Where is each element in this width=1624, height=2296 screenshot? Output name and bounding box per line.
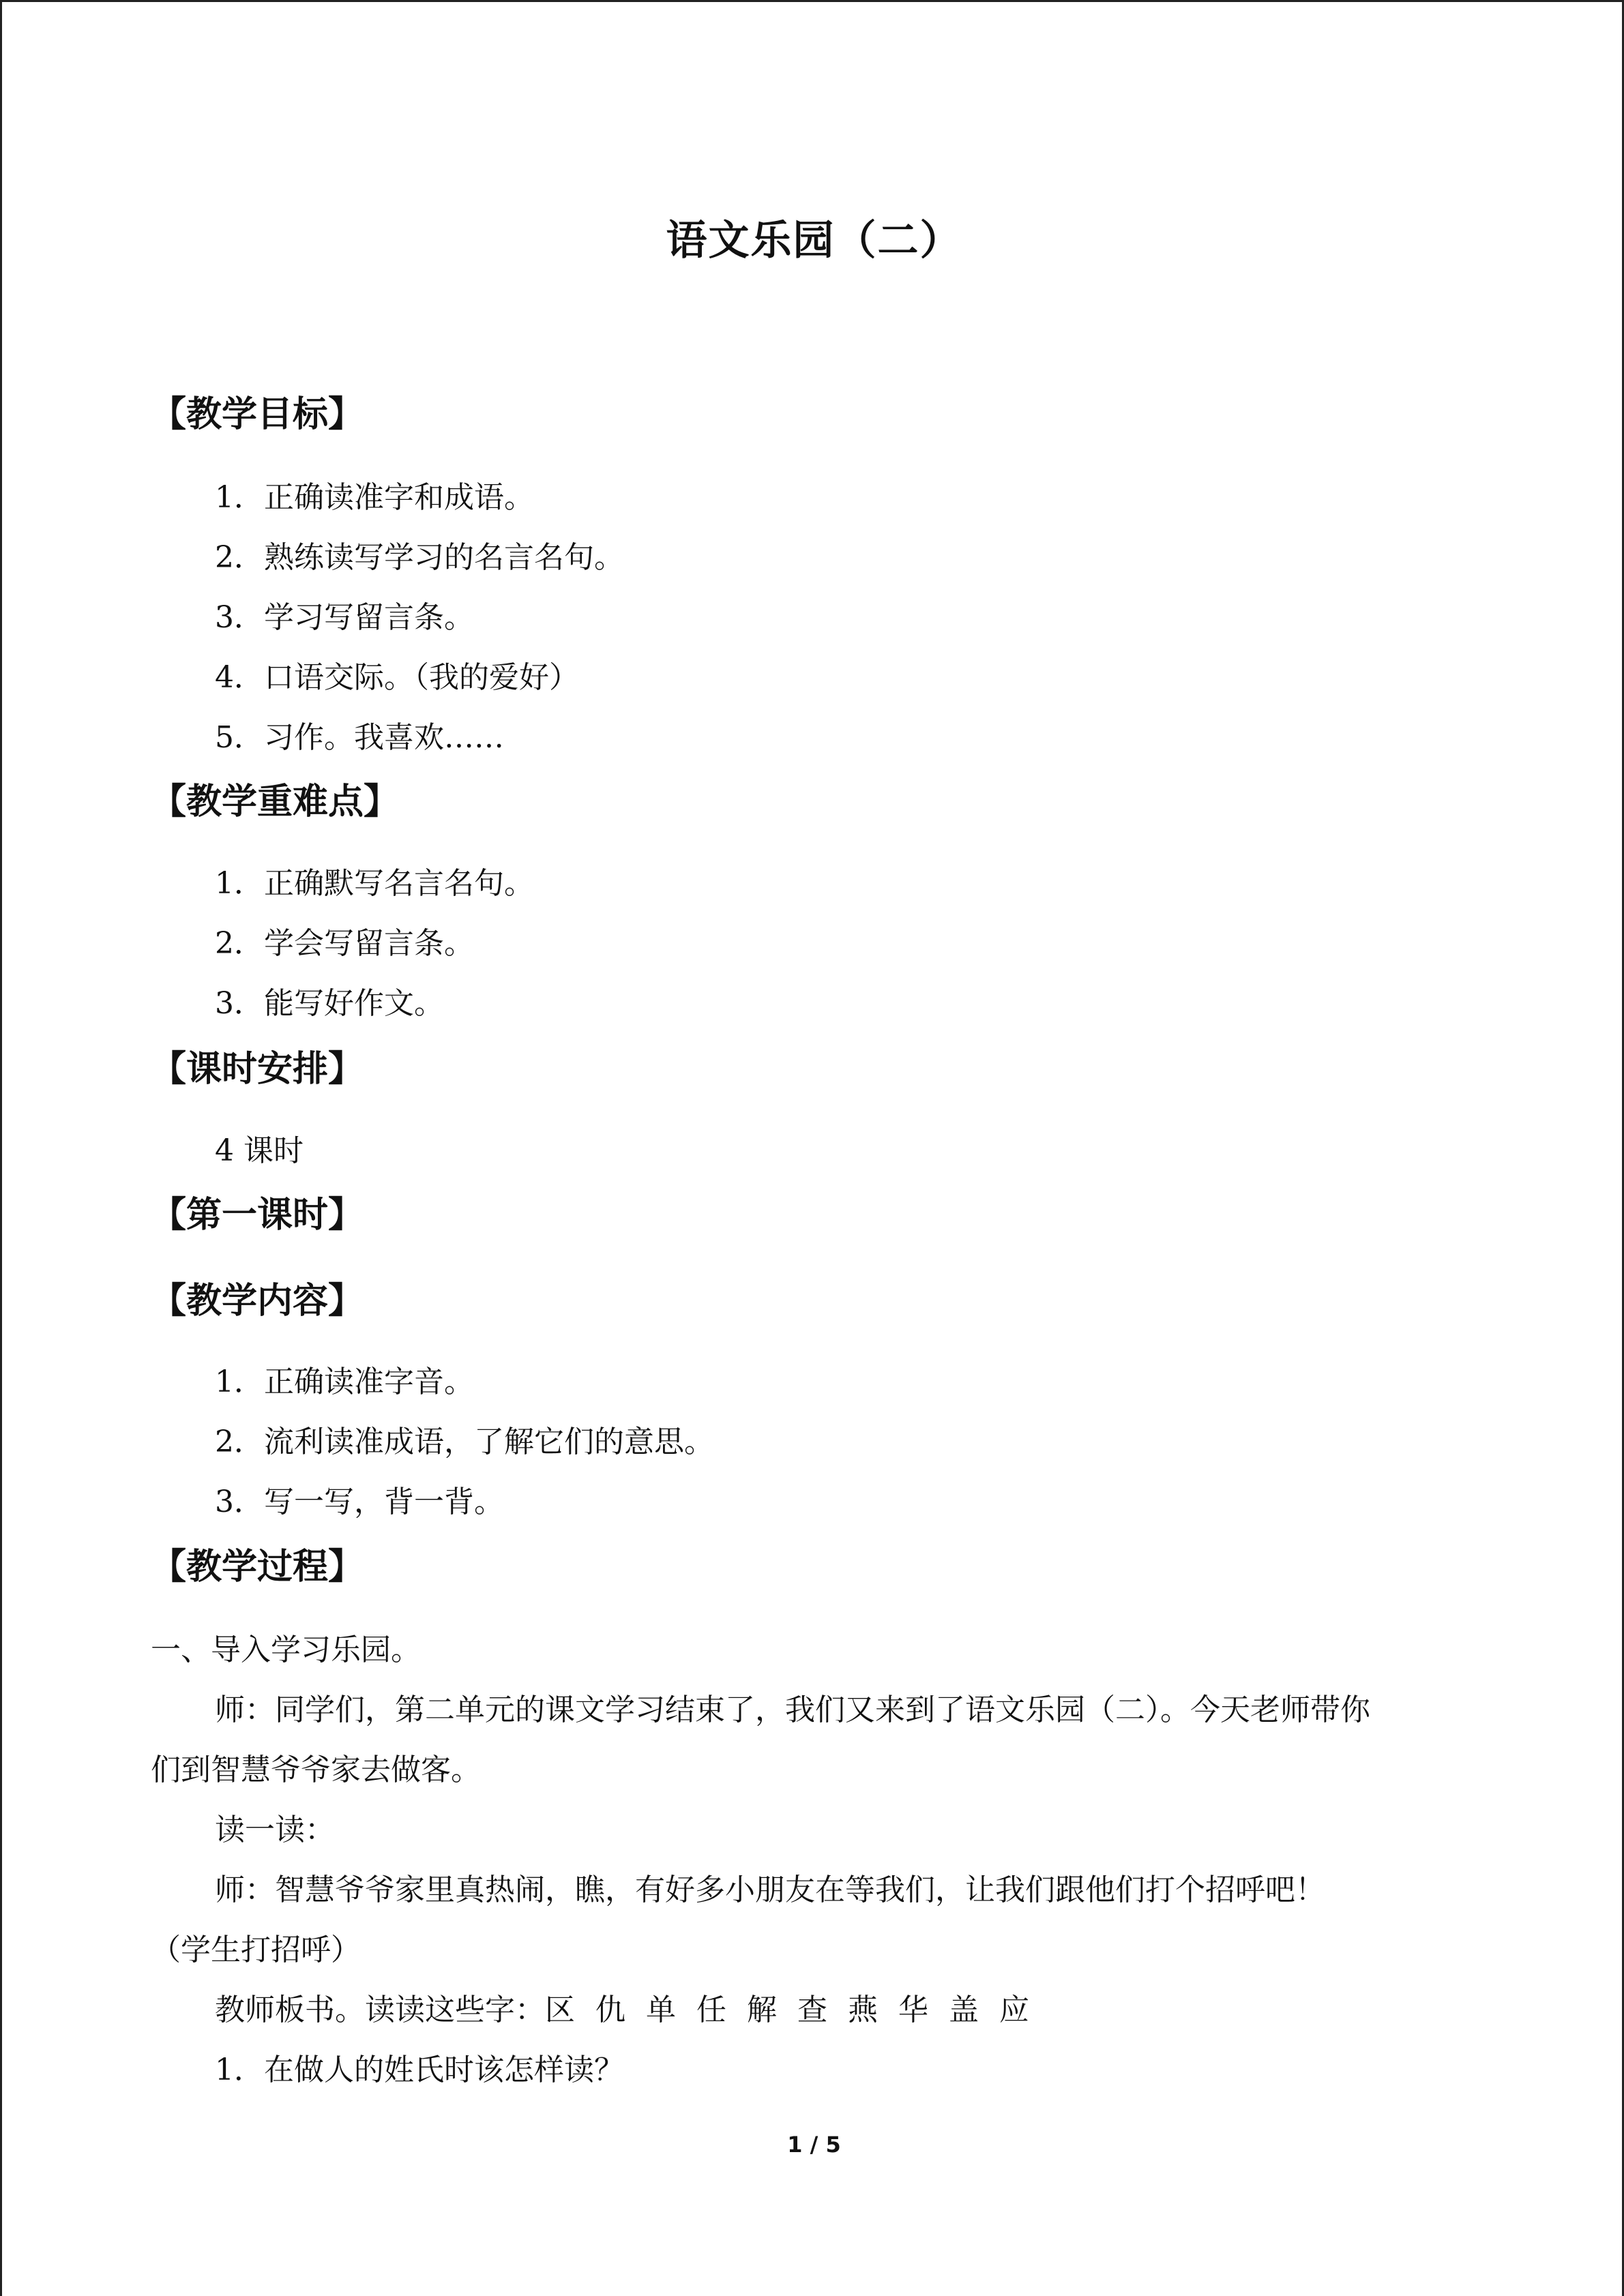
content-item-1: 1．正确读准字音。 [215,1365,474,1399]
key-point-item-1: 1．正确默写名言名句。 [215,866,534,901]
content-item-2: 2．流利读准成语，了解它们的意思。 [215,1425,714,1459]
heading-teaching-goals: 【教学目标】 [151,393,364,435]
schedule-text: 4 课时 [215,1133,304,1168]
process-read-label: 读一读： [215,1813,335,1847]
heading-schedule: 【课时安排】 [151,1048,364,1090]
process-paragraph-2-line-1: 师：智慧爷爷家里真热闹，瞧，有好多小朋友在等我们，让我们跟他们打个招呼吧！ [215,1873,1325,1907]
board-char: 燕 [848,1993,878,2027]
board-char: 华 [898,1993,928,2027]
goal-item-5: 5．习作。我喜欢…… [215,720,504,755]
heading-teaching-process: 【教学过程】 [151,1546,364,1587]
goal-item-4: 4．口语交际。（我的爱好） [215,660,579,695]
board-char: 区 [545,1993,575,2027]
process-board-writing [215,1990,1050,2031]
key-point-item-2: 2．学会写留言条。 [215,926,474,961]
process-paragraph-1-line-1: 师：同学们，第二单元的课文学习结束了，我们又来到了语文乐园（二）。今天老师带你 [215,1693,1370,1727]
process-step-1: 一、导入学习乐园。 [151,1632,421,1667]
process-question-1: 1．在做人的姓氏时该怎样读？ [215,2053,624,2087]
board-char: 单 [646,1993,676,2027]
board-char: 应 [999,1993,1029,2027]
board-char: 盖 [949,1993,979,2027]
board-char: 查 [797,1993,827,2027]
board-char: 解 [747,1993,777,2027]
process-paragraph-2-line-2: （学生打招呼） [151,1933,361,1967]
goal-item-3: 3．学习写留言条。 [215,600,474,635]
board-char: 仇 [595,1993,625,2027]
goal-item-1: 1．正确读准字和成语。 [215,480,534,515]
heading-key-points: 【教学重难点】 [151,781,400,822]
goal-item-2: 2．熟练读写学习的名言名句。 [215,540,624,575]
page-number: 1 / 5 [787,2132,841,2158]
board-char: 任 [696,1993,726,2027]
board-prefix: 教师板书。读读这些字： [215,1993,545,2027]
content-item-3: 3．写一写，背一背。 [215,1485,504,1519]
key-point-item-3: 3．能写好作文。 [215,986,444,1021]
process-paragraph-1-line-2: 们到智慧爷爷家去做客。 [151,1753,481,1787]
page-title: 语文乐园（二） [666,217,962,265]
heading-teaching-content: 【教学内容】 [151,1280,364,1322]
heading-lesson-1: 【第一课时】 [151,1194,364,1236]
